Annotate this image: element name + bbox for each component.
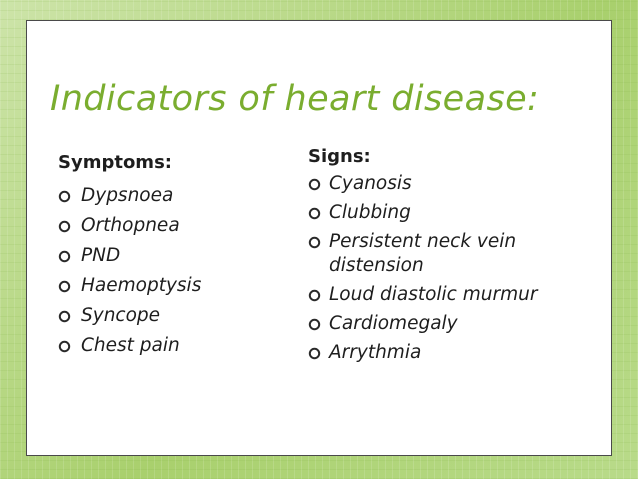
sign-label: Loud diastolic murmur	[329, 284, 538, 305]
sign-label: Persistent neck vein distension	[329, 231, 517, 276]
list-item	[308, 172, 558, 196]
signs-heading: Signs:	[308, 146, 371, 167]
circle-bullet-icon	[58, 340, 81, 353]
sign-label: Cyanosis	[329, 173, 412, 194]
symptom-label: Dypsnoea	[81, 185, 174, 206]
circle-bullet-icon	[308, 283, 329, 302]
signs-list	[308, 172, 558, 370]
list-item	[308, 283, 558, 307]
symptom-label: Haemoptysis	[81, 275, 202, 296]
list-item	[58, 301, 201, 331]
circle-bullet-icon	[58, 310, 81, 323]
list-item	[58, 331, 201, 361]
symptom-label: Orthopnea	[81, 215, 180, 236]
circle-bullet-icon	[58, 220, 81, 233]
sign-label: Clubbing	[329, 202, 411, 223]
symptoms-heading: Symptoms:	[58, 152, 172, 173]
circle-bullet-icon	[308, 230, 329, 249]
symptoms-list	[58, 181, 201, 361]
slide-title: Indicators of heart disease:	[50, 79, 540, 119]
list-item	[308, 312, 558, 336]
symptom-label: PND	[81, 245, 121, 266]
sign-label: Arrythmia	[329, 342, 422, 363]
circle-bullet-icon	[58, 190, 81, 203]
list-item	[58, 181, 201, 211]
list-item	[58, 241, 201, 271]
circle-bullet-icon	[58, 250, 81, 263]
circle-bullet-icon	[308, 312, 329, 331]
list-item	[308, 201, 558, 225]
symptom-label: Syncope	[81, 305, 161, 326]
circle-bullet-icon	[308, 341, 329, 360]
circle-bullet-icon	[58, 280, 81, 293]
circle-bullet-icon	[308, 201, 329, 220]
list-item	[308, 341, 558, 365]
sign-label: Cardiomegaly	[329, 313, 458, 334]
circle-bullet-icon	[308, 172, 329, 191]
list-item	[308, 230, 558, 278]
list-item	[58, 211, 201, 241]
list-item	[58, 271, 201, 301]
symptom-label: Chest pain	[81, 335, 180, 356]
